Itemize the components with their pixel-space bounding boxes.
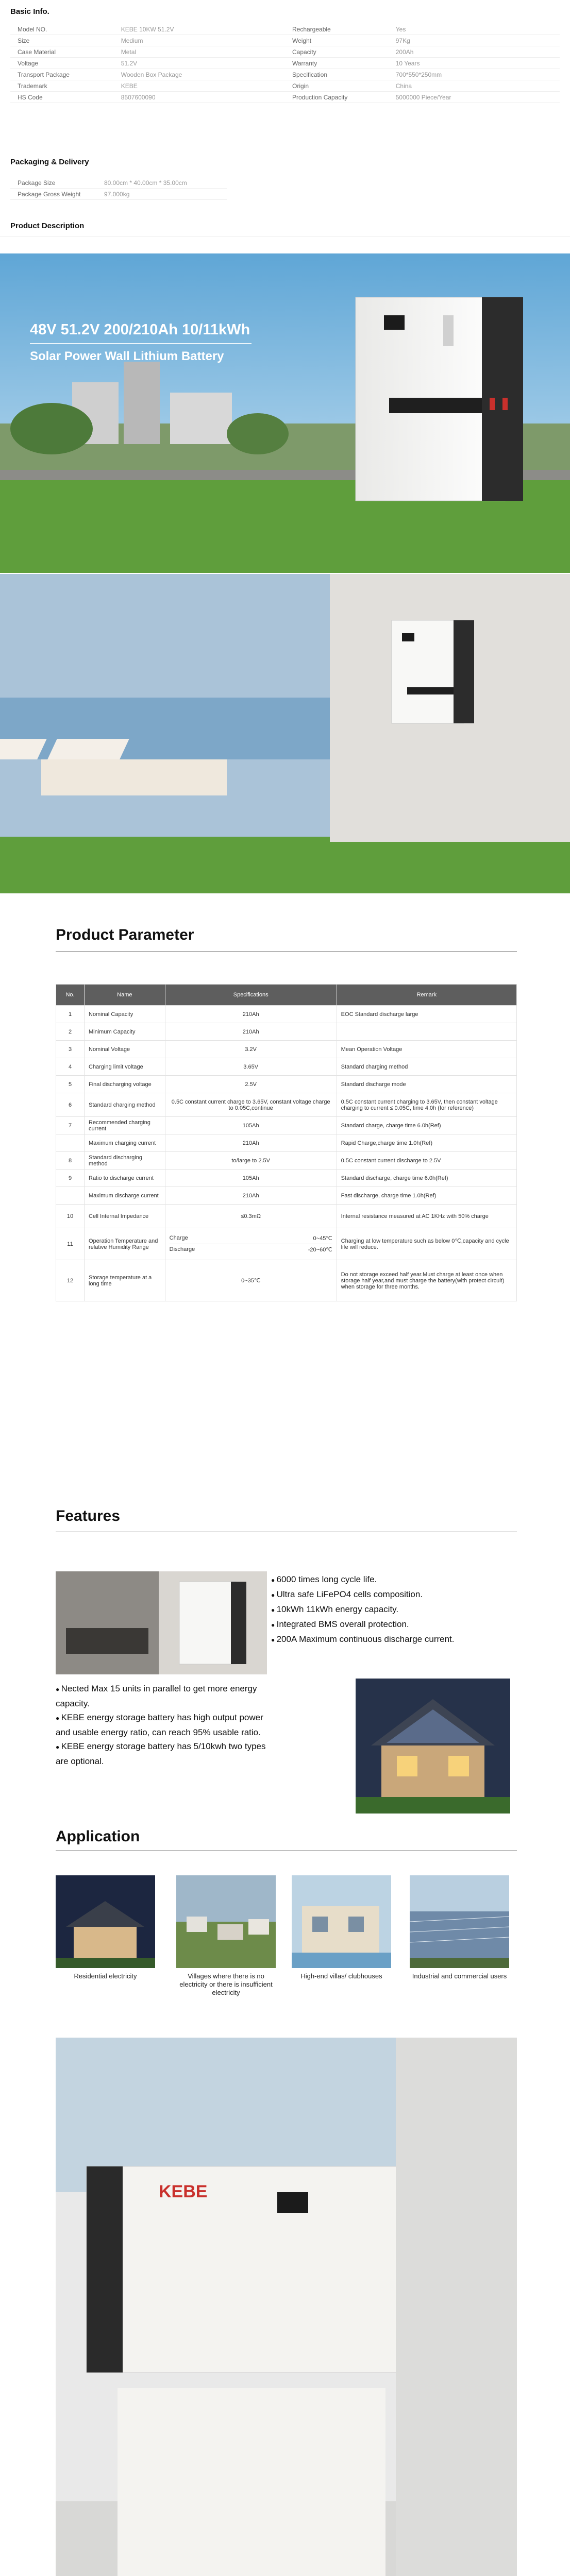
parameter-spec: 0~35℃ xyxy=(165,1260,337,1301)
info-value: KEBE 10KW 51.2V xyxy=(114,24,285,35)
parameter-header: Specifications xyxy=(165,985,337,1006)
parameter-remark: Mean Operation Voltage xyxy=(337,1041,516,1058)
parameter-remark: EOC Standard discharge large xyxy=(337,1006,516,1023)
info-key: Rechargeable xyxy=(285,24,389,35)
hero-banner xyxy=(0,253,570,573)
packaging-value: 97.000kg xyxy=(97,189,227,200)
info-row xyxy=(10,92,560,103)
parameter-spec: to/large to 2.5V xyxy=(165,1152,337,1170)
application-caption: Industrial and commercial users xyxy=(412,1972,507,1980)
parameter-remark: 0.5C constant current discharge to 2.5V xyxy=(337,1152,516,1170)
parameter-no xyxy=(56,1187,85,1205)
parameter-remark: 0.5C constant current charging to 3.65V, then constant voltage charging to current ≤ 0.05C, time 4.0h (for reference) xyxy=(337,1093,516,1117)
parameter-spec: 210Ah xyxy=(165,1187,337,1205)
info-key: Transport Package xyxy=(10,69,114,80)
basic-info-table xyxy=(10,24,560,103)
parameter-no: 7 xyxy=(56,1117,85,1134)
application-caption: High-end villas/ clubhouses xyxy=(300,1972,382,1980)
parameter-no: 11 xyxy=(56,1228,85,1260)
info-key: Case Material xyxy=(10,46,114,58)
parameter-remark: Standard charge, charge time 6.0h(Ref) xyxy=(337,1117,516,1134)
parameter-name: Minimum Capacity xyxy=(85,1023,165,1041)
parameter-spec: 210Ah xyxy=(165,1134,337,1152)
parameter-row xyxy=(56,1205,517,1228)
application-photo xyxy=(410,1875,509,1968)
product-description-title: Product Description xyxy=(10,222,85,230)
parameter-header: Remark xyxy=(337,985,516,1006)
info-row xyxy=(10,35,560,46)
parameter-header: Name xyxy=(85,985,165,1006)
info-value: 200Ah xyxy=(389,46,560,58)
info-row xyxy=(10,58,560,69)
info-value: 8507600090 xyxy=(114,92,285,103)
parameter-row xyxy=(56,1170,517,1187)
info-row xyxy=(10,69,560,80)
lifestyle-banner xyxy=(0,574,570,893)
info-key: Trademark xyxy=(10,80,114,92)
info-value: 700*550*250mm xyxy=(389,69,560,80)
parameter-row xyxy=(56,1076,517,1093)
parameter-remark: Standard discharge mode xyxy=(337,1076,516,1093)
spec-label: Discharge xyxy=(169,1246,195,1252)
parameter-no: 10 xyxy=(56,1205,85,1228)
parameter-row xyxy=(56,1152,517,1170)
feature-photo-interior xyxy=(56,1571,267,1674)
feature-item: ● 6000 times long cycle life. xyxy=(271,1572,508,1587)
parameter-spec: ≤0.3mΩ xyxy=(165,1205,337,1228)
lifestyle-illustration xyxy=(0,574,570,893)
spec-label: Charge xyxy=(169,1235,188,1241)
parameter-row xyxy=(56,1187,517,1205)
parameter-no: 8 xyxy=(56,1152,85,1170)
hero-subheadline: Solar Power Wall Lithium Battery xyxy=(30,349,224,363)
parameter-name: Charging limit voltage xyxy=(85,1058,165,1076)
parameter-row xyxy=(56,1228,517,1260)
feature-photo-house xyxy=(356,1679,510,1814)
parameter-remark: Fast discharge, charge time 1.0h(Ref) xyxy=(337,1187,516,1205)
application-industrial xyxy=(410,1875,509,1980)
info-value: Wooden Box Package xyxy=(114,69,285,80)
parameter-name: Nominal Capacity xyxy=(85,1006,165,1023)
basic-info-title: Basic Info. xyxy=(10,7,49,16)
info-key: Capacity xyxy=(285,46,389,58)
feature-item: ● KEBE energy storage battery has high output power and usable energy ratio, can reach 95% usable ratio. xyxy=(56,1710,272,1739)
info-key: Model NO. xyxy=(10,24,114,35)
feature-item: ● 200A Maximum continuous discharge current. xyxy=(271,1632,508,1647)
hero-illustration xyxy=(0,253,570,573)
info-key: Production Capacity xyxy=(285,92,389,103)
application-caption: Residential electricity xyxy=(74,1972,137,1980)
parameter-spec xyxy=(165,1228,337,1260)
parameter-name: Final discharging voltage xyxy=(85,1076,165,1093)
info-value: Yes xyxy=(389,24,560,35)
info-value: 97Kg xyxy=(389,35,560,46)
info-row xyxy=(10,80,560,92)
info-value: 51.2V xyxy=(114,58,285,69)
parameter-name: Nominal Voltage xyxy=(85,1041,165,1058)
parameter-no: 2 xyxy=(56,1023,85,1041)
parameter-spec: 210Ah xyxy=(165,1023,337,1041)
parameter-name: Recommended charging current xyxy=(85,1117,165,1134)
parameter-no xyxy=(56,1134,85,1152)
parameter-remark xyxy=(337,1023,516,1041)
parameter-remark: Charging at low temperature such as below 0℃,capacity and cycle life will reduce. xyxy=(337,1228,516,1260)
parameter-no: 5 xyxy=(56,1076,85,1093)
parameter-spec: 3.2V xyxy=(165,1041,337,1058)
parameter-spec: 105Ah xyxy=(165,1117,337,1134)
application-title: Application xyxy=(56,1828,140,1845)
feature-list-right xyxy=(271,1572,508,1647)
parameter-row xyxy=(56,1023,517,1041)
parameter-name: Cell Internal Impedance xyxy=(85,1205,165,1228)
application-villas xyxy=(292,1875,391,1980)
parameter-name: Standard charging method xyxy=(85,1093,165,1117)
info-value: 10 Years xyxy=(389,58,560,69)
parameter-name: Maximum charging current xyxy=(85,1134,165,1152)
parameter-row xyxy=(56,1041,517,1058)
parameter-row xyxy=(56,1260,517,1301)
spec-value: -20~60℃ xyxy=(308,1247,332,1253)
parameter-spec: 105Ah xyxy=(165,1170,337,1187)
parameter-row xyxy=(56,1058,517,1076)
product-photo-1 xyxy=(56,2038,517,2576)
parameter-name: Maximum discharge current xyxy=(85,1187,165,1205)
parameter-spec: 0.5C constant current charge to 3.65V, constant voltage charge to 0.05C,continue xyxy=(165,1093,337,1117)
info-value: KEBE xyxy=(114,80,285,92)
packaging-key: Package Gross Weight xyxy=(10,189,97,200)
application-villages xyxy=(176,1875,276,1997)
info-key: HS Code xyxy=(10,92,114,103)
parameter-name: Storage temperature at a long time xyxy=(85,1260,165,1301)
parameter-row xyxy=(56,1006,517,1023)
application-photo xyxy=(56,1875,155,1968)
feature-item: ● KEBE energy storage battery has 5/10kwh two types are optional. xyxy=(56,1739,272,1768)
parameter-row xyxy=(56,1093,517,1117)
info-row xyxy=(10,46,560,58)
parameter-name: Operation Temperature and relative Humidity Range xyxy=(85,1228,165,1260)
parameter-remark: Internal resistance measured at AC 1KHz with 50% charge xyxy=(337,1205,516,1228)
brand-logo: KEBE xyxy=(159,2182,208,2201)
hero-divider xyxy=(30,343,252,344)
application-photo xyxy=(292,1875,391,1968)
info-key: Warranty xyxy=(285,58,389,69)
info-value: China xyxy=(389,80,560,92)
info-key: Specification xyxy=(285,69,389,80)
parameter-remark: Standard charging method xyxy=(337,1058,516,1076)
info-key: Size xyxy=(10,35,114,46)
packaging-row xyxy=(10,177,227,189)
parameter-remark: Rapid Charge,charge time 1.0h(Ref) xyxy=(337,1134,516,1152)
parameter-spec: 3.65V xyxy=(165,1058,337,1076)
feature-item: ● Ultra safe LiFePO4 cells composition. xyxy=(271,1587,508,1602)
application-photo xyxy=(176,1875,276,1968)
parameter-remark: Do not storage exceed half year.Must charge at least once when storage half year,and must charge the battery(with protect circuit) when storage for three months. xyxy=(337,1260,516,1301)
spec-value: 0~45℃ xyxy=(313,1235,332,1242)
parameter-spec: 210Ah xyxy=(165,1006,337,1023)
info-value: 5000000 Piece/Year xyxy=(389,92,560,103)
parameter-name: Ratio to discharge current xyxy=(85,1170,165,1187)
info-value: Medium xyxy=(114,35,285,46)
parameter-no: 12 xyxy=(56,1260,85,1301)
info-row xyxy=(10,24,560,35)
parameter-no: 6 xyxy=(56,1093,85,1117)
parameter-no: 4 xyxy=(56,1058,85,1076)
application-residential xyxy=(56,1875,155,1980)
feature-item: ● 10kWh 11kWh energy capacity. xyxy=(271,1602,508,1617)
info-key: Voltage xyxy=(10,58,114,69)
parameter-name: Standard discharging method xyxy=(85,1152,165,1170)
packaging-title: Packaging & Delivery xyxy=(10,158,89,166)
feature-item: ● Integrated BMS overall protection. xyxy=(271,1617,508,1632)
parameter-no: 9 xyxy=(56,1170,85,1187)
info-value: Metal xyxy=(114,46,285,58)
parameter-table xyxy=(56,984,517,1301)
packaging-value: 80.00cm * 40.00cm * 35.00cm xyxy=(97,177,227,189)
parameter-remark: Standard discharge, charge time 6.0h(Ref) xyxy=(337,1170,516,1187)
feature-list-left xyxy=(56,1682,272,1768)
parameter-no: 1 xyxy=(56,1006,85,1023)
parameter-header: No. xyxy=(56,985,85,1006)
parameter-no: 3 xyxy=(56,1041,85,1058)
application-caption: Villages where there is no electricity or there is insufficient electricity xyxy=(179,1972,273,1996)
product-parameter-title: Product Parameter xyxy=(56,926,194,943)
feature-item: ● Nected Max 15 units in parallel to get more energy capacity. xyxy=(56,1682,272,1710)
hero-headline: 48V 51.2V 200/210Ah 10/11kWh xyxy=(30,321,250,338)
packaging-key: Package Size xyxy=(10,177,97,189)
parameter-row xyxy=(56,1134,517,1152)
info-key: Origin xyxy=(285,80,389,92)
parameter-spec: 2.5V xyxy=(165,1076,337,1093)
packaging-row xyxy=(10,189,227,200)
packaging-table xyxy=(10,177,227,200)
features-title: Features xyxy=(56,1507,121,1524)
info-key: Weight xyxy=(285,35,389,46)
parameter-row xyxy=(56,1117,517,1134)
